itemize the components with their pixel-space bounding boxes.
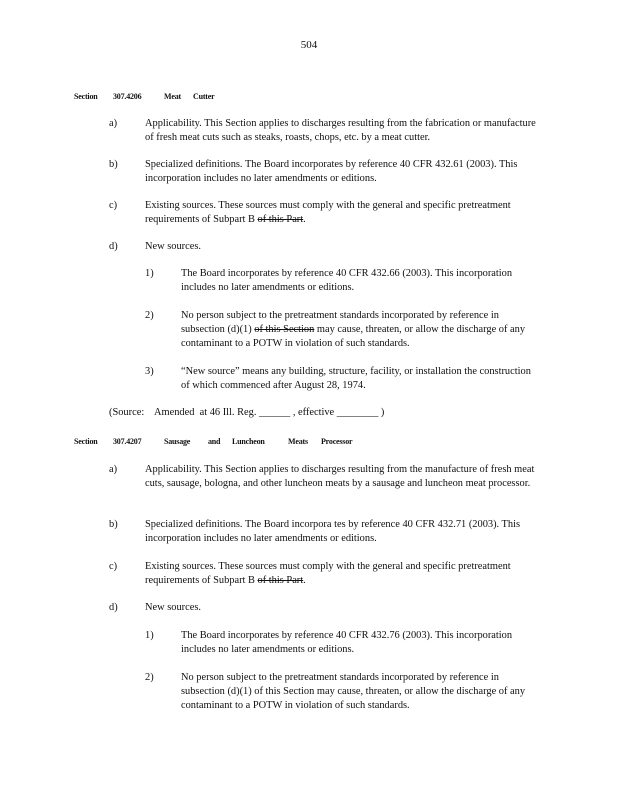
section-title-part: Meat: [164, 92, 181, 101]
page-number: 504: [300, 39, 318, 51]
struck-text: of this Part: [257, 575, 304, 586]
source-note: (Source: Amended at 46 Ill. Reg. ______ , effective ________ ): [109, 407, 385, 418]
item-label: c): [109, 561, 118, 572]
item-label: d): [109, 241, 118, 252]
item-text-part: .: [303, 214, 306, 225]
struck-text: of this Section: [254, 324, 315, 335]
item-text: [145, 560, 545, 588]
section-heading: [0, 90, 618, 104]
item-label: b): [109, 519, 118, 530]
section-title-part: Meats: [288, 437, 308, 446]
subitem-label: 2): [145, 310, 154, 321]
item-text: Specialized definitions. The Board incorporates by reference 40 CFR 432.61 (2003). This incorporation includes no later amendments or editions.: [145, 159, 518, 184]
section-number: 307.4207: [113, 437, 142, 446]
item-text: Applicability. This Section applies to discharges resulting from the manufacture of fresh meat cuts, sausage, bologna, and other luncheon meats by a sausage and luncheon meat processor.: [145, 464, 535, 489]
subitem-label: 2): [145, 672, 154, 683]
section-title-part: Sausage: [164, 437, 191, 446]
item-label: c): [109, 200, 118, 211]
item-text: [145, 199, 545, 227]
item-text-part: .: [303, 575, 306, 586]
subitem-label: 1): [145, 268, 154, 279]
section-word: Section: [74, 92, 98, 101]
item-text: New sources.: [145, 241, 201, 252]
item-text: New sources.: [145, 602, 201, 613]
subitem-label: 1): [145, 630, 154, 641]
subitem-text-part: may cause, threaten, or allow the discharge of any contaminant to a POTW in violation of such standards.: [181, 324, 526, 349]
section-title-part: Luncheon: [232, 437, 265, 446]
item-label: d): [109, 602, 118, 613]
subitem-text: “New source” means any building, structure, facility, or installation the construction of which commenced after August 28, 1974.: [181, 366, 531, 391]
section-title-part: Processor: [321, 437, 353, 446]
item-text-part: Existing sources. These sources must comply with the general and specific pretreatment requirements of Subpart B: [145, 200, 511, 225]
section-number: 307.4206: [113, 92, 142, 101]
section-title-part: and: [208, 437, 221, 446]
item-text: Specialized definitions. The Board incorpora tes by reference 40 CFR 432.71 (2003). This incorporation includes no later amendments or editions.: [145, 519, 521, 544]
subitem-text: [181, 309, 533, 351]
item-label: a): [109, 118, 118, 129]
item-label: b): [109, 159, 118, 170]
struck-text: of this Part: [257, 214, 304, 225]
item-label: a): [109, 464, 118, 475]
section-title-part: Cutter: [193, 92, 215, 101]
section-word: Section: [74, 437, 98, 446]
subitem-text-part: No person subject to the pretreatment standards incorporated by reference in subsection (d)(1): [181, 310, 499, 335]
section-heading: [0, 435, 618, 449]
subitem-text: The Board incorporates by reference 40 CFR 432.76 (2003). This incorporation includes no later amendments or editions.: [181, 630, 513, 655]
subitem-text: No person subject to the pretreatment standards incorporated by reference in subsection (d)(1) of this Section may cause, threaten, or allow the discharge of any contaminant to a POTW in violation of such standards.: [181, 672, 526, 711]
subitem-text: The Board incorporates by reference 40 CFR 432.66 (2003). This incorporation includes no later amendments or editions.: [181, 268, 513, 293]
item-text: Applicability. This Section applies to discharges resulting from the fabrication or manufacture of fresh meat cuts such as steaks, roasts, chops, etc. by a meat cutter.: [145, 118, 536, 143]
item-text-part: Existing sources. These sources must comply with the general and specific pretreatment requirements of Subpart B: [145, 561, 511, 586]
subitem-label: 3): [145, 366, 154, 377]
